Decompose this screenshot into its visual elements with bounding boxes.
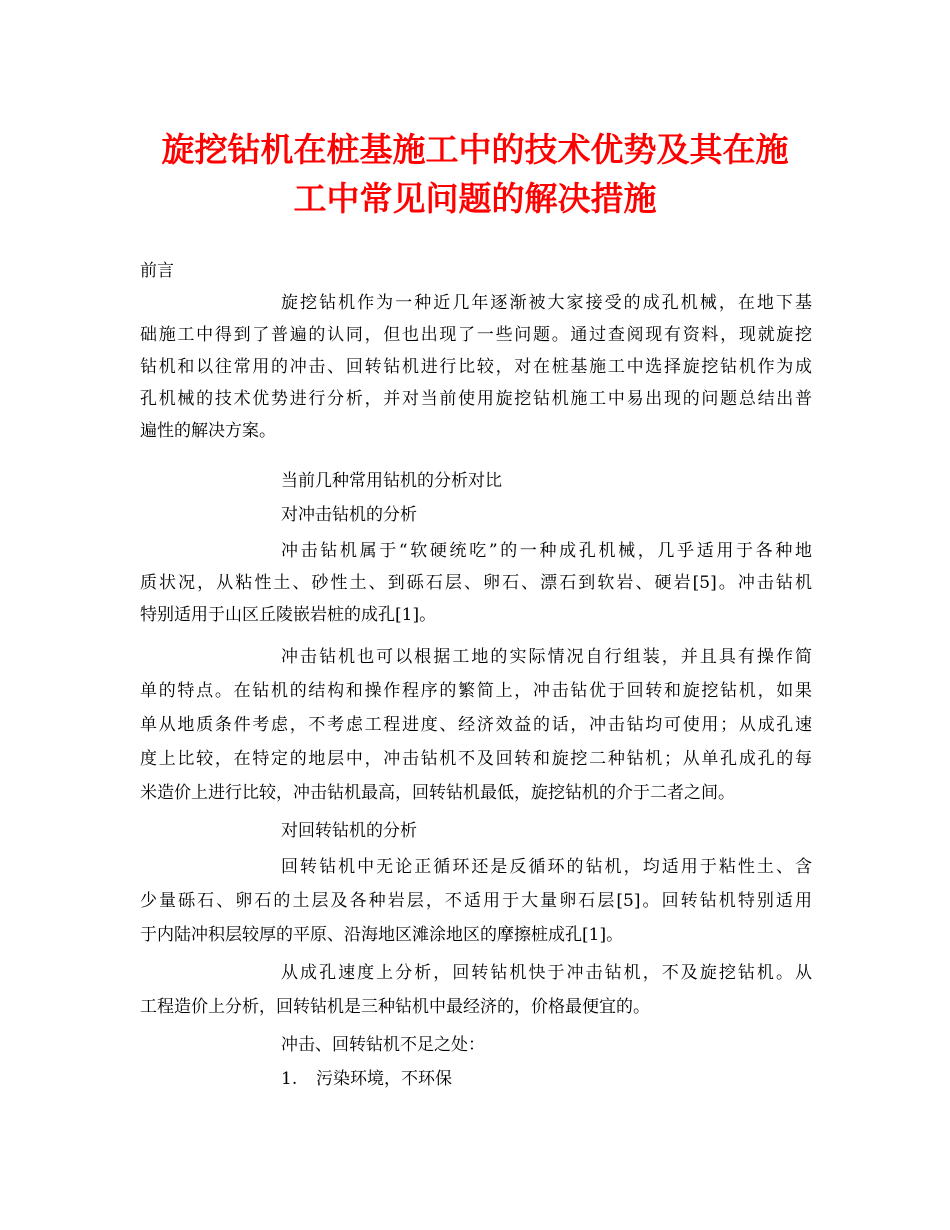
document-title-line-2: 工中常见问题的解决措施 — [293, 179, 657, 218]
intro-line-5: 遍性的解决方案。 — [140, 421, 276, 441]
list-item-text: 污染环境，不环保 — [316, 1069, 452, 1089]
impact-p1-line-3: 特别适用于山区丘陵嵌岩桩的成孔[1]。 — [140, 605, 437, 625]
impact-p2-line-5: 米造价上进行比较，冲击钻机最高，回转钻机最低，旋挖钻机的介于二者之间。 — [140, 783, 735, 803]
intro-line-3: 钻机和以往常用的冲击、回转钻机进行比较，对在桩基施工中选择旋挖钻机作为成 — [140, 357, 812, 377]
preface-heading: 前言 — [140, 261, 174, 281]
impact-p2-line-2: 单的特点。在钻机的结构和操作程序的繁简上，冲击钻优于回转和旋挖钻机，如果 — [140, 681, 812, 701]
impact-p1-line-1: 冲击钻机属于“软硬统吃”的一种成孔机械，几乎适用于各种地 — [281, 541, 812, 561]
impact-p2-line-1: 冲击钻机也可以根据工地的实际情况自行组装，并且具有操作简 — [281, 647, 812, 667]
intro-line-4: 孔机械的技术优势进行分析，并对当前使用旋挖钻机施工中易出现的问题总结出普 — [140, 389, 812, 409]
rotary-p2-line-1: 从成孔速度上分析，回转钻机快于冲击钻机，不及旋挖钻机。从 — [281, 963, 812, 983]
section-heading: 当前几种常用钻机的分析对比 — [281, 471, 502, 491]
rotary-drill-heading: 对回转钻机的分析 — [281, 821, 417, 841]
intro-line-2: 础施工中得到了普遍的认同，但也出现了一些问题。通过查阅现有资料，现就旋挖 — [140, 325, 812, 345]
impact-p1-line-2: 质状况，从粘性土、砂性土、到砾石层、卵石、漂石到软岩、硬岩[5]。冲击钻机 — [140, 573, 812, 593]
rotary-p1-line-3: 于内陆冲积层较厚的平原、沿海地区滩涂地区的摩擦桩成孔[1]。 — [140, 925, 624, 945]
document-title-line-1: 旋挖钻机在桩基施工中的技术优势及其在施 — [161, 130, 789, 169]
impact-p2-line-4: 度上比较，在特定的地层中，冲击钻机不及回转和旋挖二种钻机；从单孔成孔的每 — [140, 749, 812, 769]
shortcomings-heading: 冲击、回转钻机不足之处： — [281, 1035, 485, 1055]
impact-p2-line-3: 单从地质条件考虑，不考虑工程进度、经济效益的话，冲击钻均可使用；从成孔速 — [140, 715, 812, 735]
rotary-p2-line-2: 工程造价上分析，回转钻机是三种钻机中最经济的，价格最便宜的。 — [140, 997, 650, 1017]
list-item-number: 1. — [281, 1069, 298, 1089]
rotary-p1-line-2: 少量砾石、卵石的土层及各种岩层，不适用于大量卵石层[5]。回转钻机特别适用 — [140, 891, 812, 911]
rotary-p1-line-1: 回转钻机中无论正循环还是反循环的钻机，均适用于粘性土、含 — [281, 857, 812, 877]
impact-drill-heading: 对冲击钻机的分析 — [281, 505, 417, 525]
intro-line-1: 旋挖钻机作为一种近几年逐渐被大家接受的成孔机械，在地下基 — [281, 293, 812, 313]
